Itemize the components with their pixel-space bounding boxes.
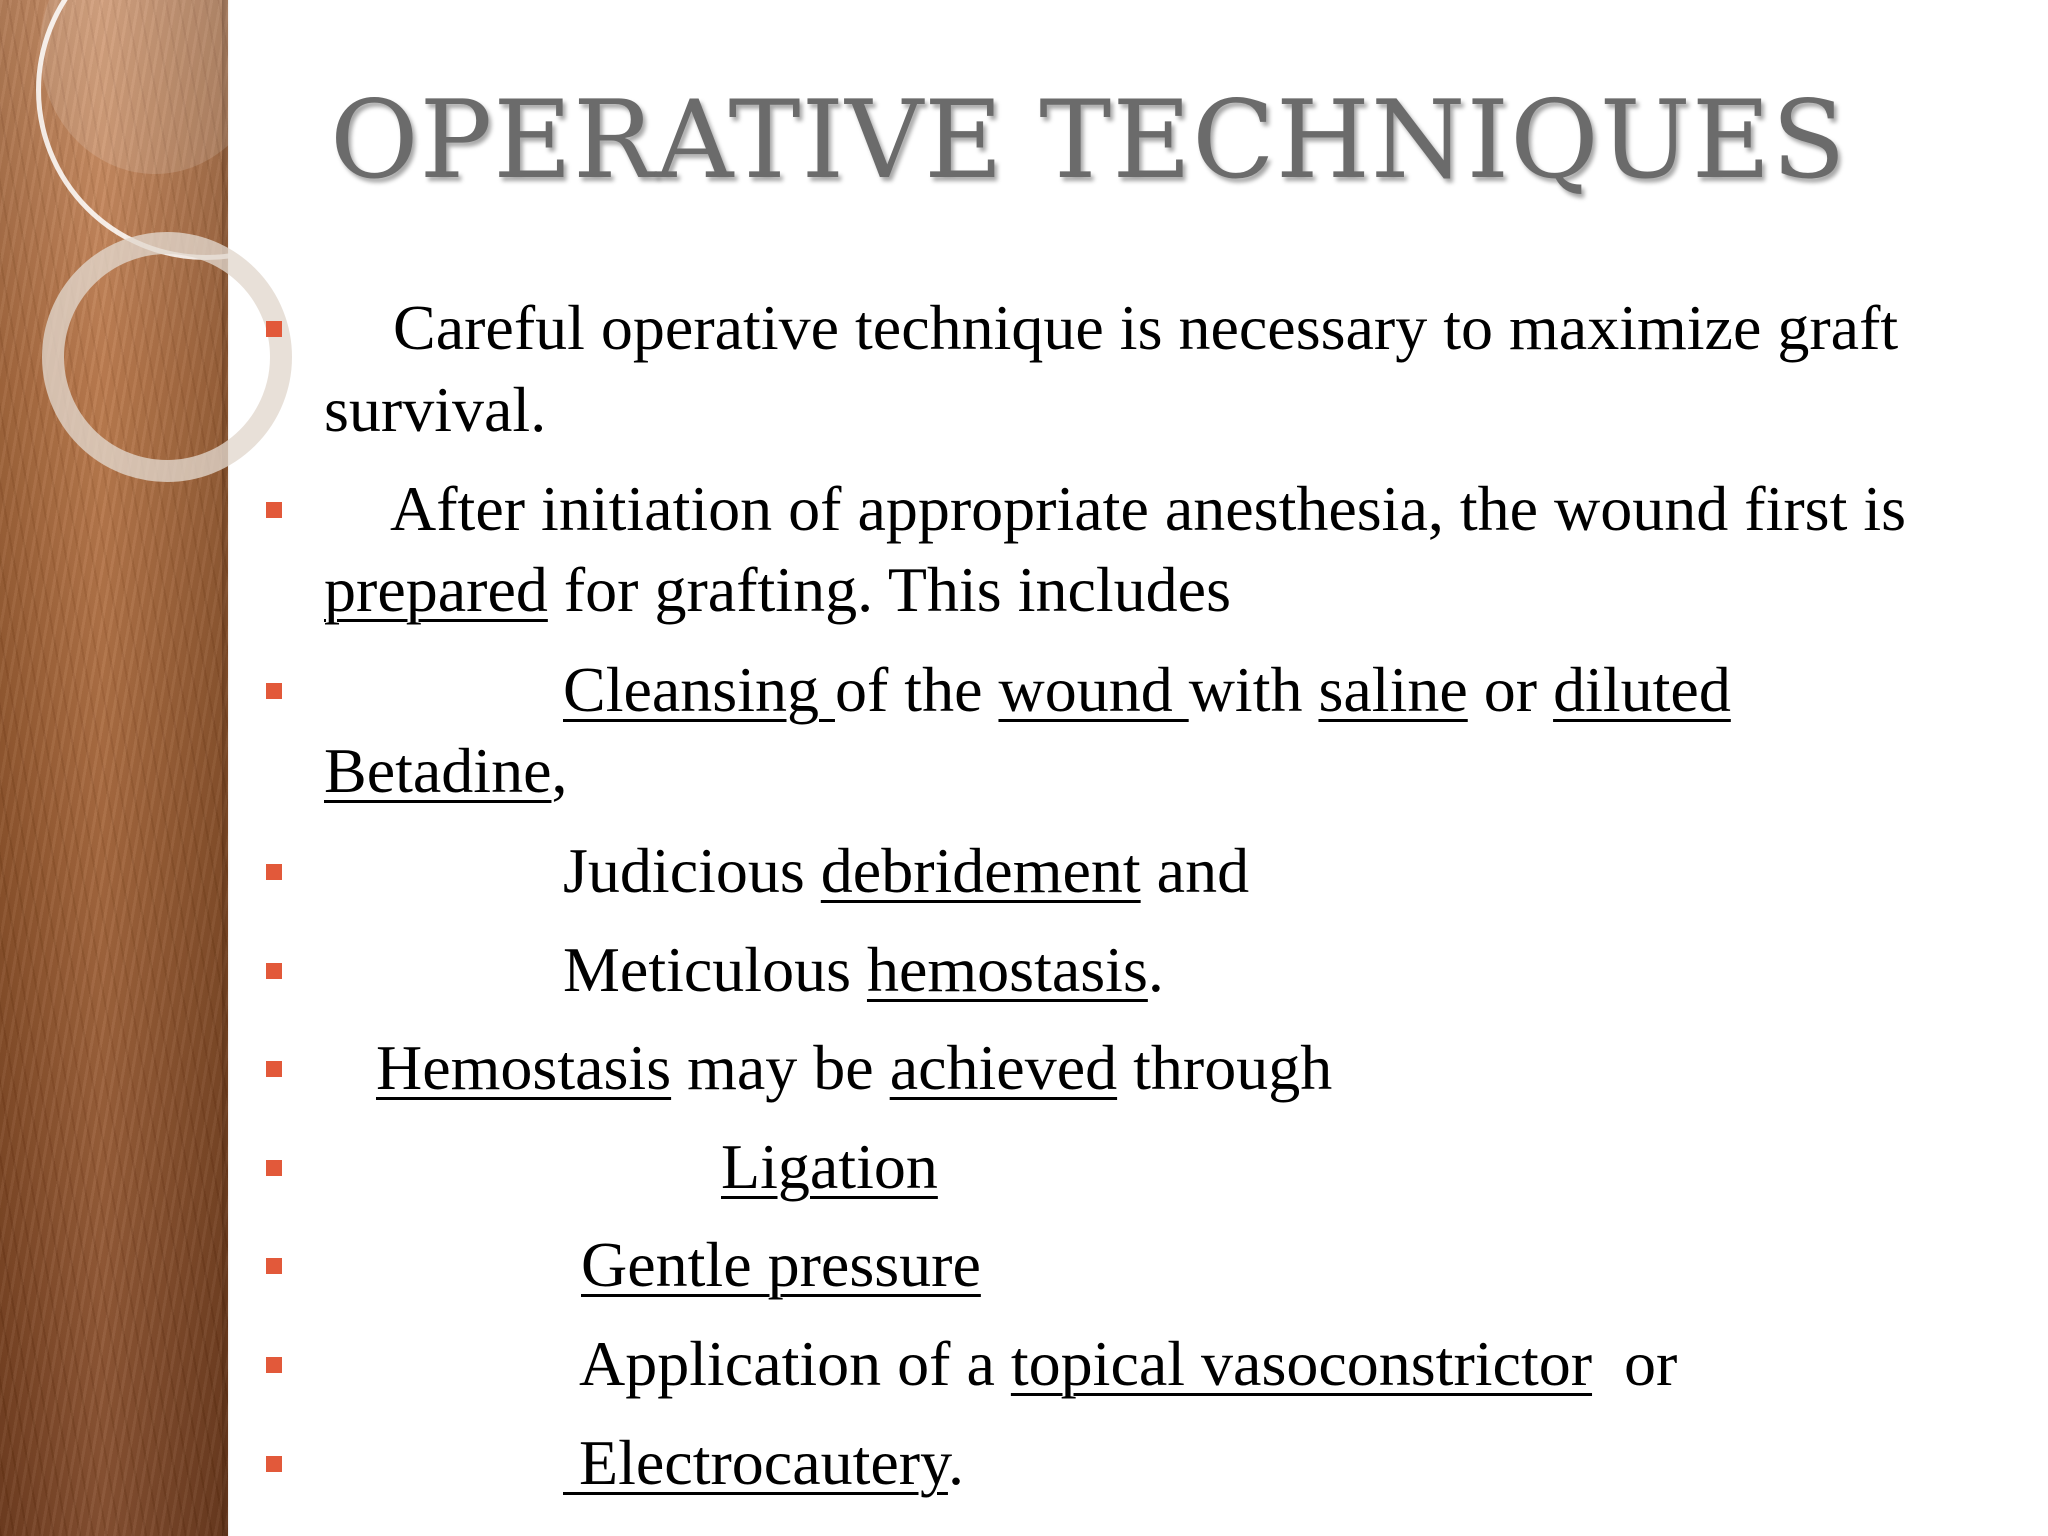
slide-title: OPERATIVE TECHNIQUES (330, 78, 1847, 203)
text-span: . (947, 1427, 964, 1498)
text-span: or (1592, 1328, 1678, 1399)
item-4-line (563, 831, 1249, 911)
item-2-line-2 (324, 550, 1231, 630)
underlined-term: diluted (1553, 654, 1731, 725)
bullet-icon (266, 321, 282, 337)
decorative-ring-small (42, 232, 292, 482)
underlined-term: wound (998, 654, 1189, 725)
underlined-term: Gentle pressure (581, 1229, 981, 1300)
text-span: through (1117, 1032, 1333, 1103)
item-2-line-1: After initiation of appropriate anesthesia, the wound first is (390, 473, 1907, 544)
item-1-line-1: Careful operative technique is necessary to maximize graft (393, 292, 1899, 363)
underlined-term: Hemostasis (376, 1032, 672, 1103)
underlined-term: Ligation (721, 1131, 938, 1202)
underlined-term: Electrocautery (563, 1427, 948, 1498)
underlined-term: achieved (889, 1032, 1118, 1103)
text-span: Meticulous (563, 934, 867, 1005)
text-span: and (1140, 835, 1250, 906)
item-9-line (579, 1324, 1677, 1404)
item-7-line (721, 1127, 938, 1207)
bullet-icon (266, 1258, 282, 1274)
item-3-line-2 (324, 731, 567, 811)
bullet-icon (266, 683, 282, 699)
underlined-term: hemostasis (866, 934, 1148, 1005)
underlined-term: topical vasoconstrictor (1010, 1328, 1593, 1399)
item-5-line (563, 930, 1164, 1010)
text-span: . (1147, 934, 1164, 1005)
item-10-line (563, 1423, 964, 1503)
bullet-icon (266, 1160, 282, 1176)
bullet-icon (266, 864, 282, 880)
item-1-line-2: survival. (324, 374, 547, 445)
underlined-term: prepared (324, 554, 548, 625)
underlined-term: saline (1318, 654, 1468, 725)
bullet-icon (266, 1061, 282, 1077)
bullet-icon (266, 502, 282, 518)
text-span: for grafting. This includes (547, 554, 1231, 625)
bullet-icon (266, 963, 282, 979)
underlined-term: Betadine (324, 735, 552, 806)
underlined-term: debridement (820, 835, 1141, 906)
item-6-line (376, 1028, 1332, 1108)
bullet-icon (266, 1357, 282, 1373)
underlined-term: Cleansing (563, 654, 835, 725)
bullet-icon (266, 1456, 282, 1472)
text-span: Judicious (563, 835, 821, 906)
item-3-line-1 (563, 650, 1731, 730)
text-span: , (551, 735, 568, 806)
text-span: Application of a (579, 1328, 1011, 1399)
text-span: may be (671, 1032, 890, 1103)
text-span: with (1188, 654, 1319, 725)
text-span: of the (834, 654, 999, 725)
item-8-line (581, 1225, 981, 1305)
text-span: or (1467, 654, 1554, 725)
